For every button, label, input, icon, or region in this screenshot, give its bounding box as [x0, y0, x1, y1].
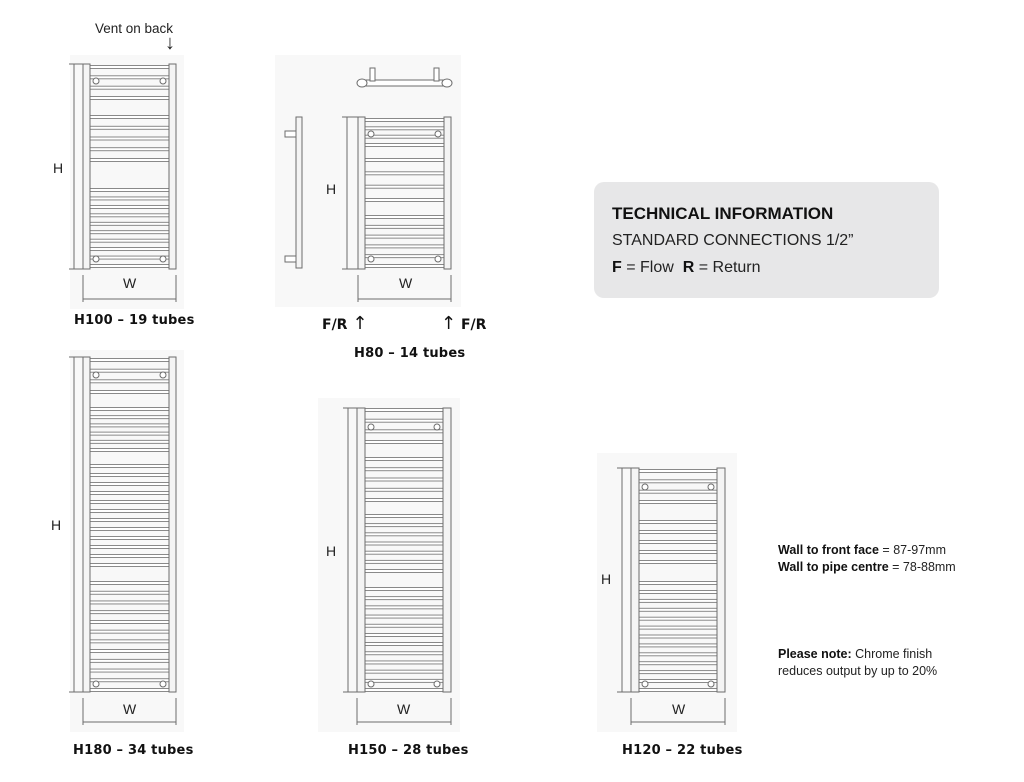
h120-tube	[639, 635, 717, 638]
h100-caption: H100 – 19 tubes	[74, 313, 195, 328]
h120-bracket	[708, 681, 714, 687]
h100-right-rail	[169, 64, 176, 269]
h180-tube	[90, 689, 169, 692]
h180-tube	[90, 611, 169, 614]
h120-tube	[639, 531, 717, 534]
h180-caption: H180 – 34 tubes	[73, 743, 194, 758]
h180-right-rail	[169, 357, 176, 692]
h150-tube	[365, 679, 443, 682]
h80-tube	[365, 255, 444, 258]
h150-tube	[365, 409, 443, 412]
h180-tube	[90, 474, 169, 477]
h120-tube	[639, 671, 717, 674]
h180-tube	[90, 591, 169, 594]
h150-tube	[365, 458, 443, 461]
h180-bracket	[93, 681, 99, 687]
h100-tube	[90, 265, 169, 268]
h100-tube	[90, 214, 169, 217]
h100-width-label: W	[123, 275, 137, 291]
h150-tube	[365, 419, 443, 422]
h180-tube	[90, 465, 169, 468]
wall-to-pipe-centre-note	[778, 559, 956, 576]
h80-tube	[365, 119, 444, 122]
h120-tube	[639, 551, 717, 554]
h80-side-view-rail	[296, 117, 302, 268]
h100-tube	[90, 239, 169, 242]
please-note-label: Please note:	[778, 647, 852, 661]
flow-key: F	[612, 259, 622, 276]
h100-tube	[90, 126, 169, 129]
h80-tube	[365, 265, 444, 268]
h120-bracket	[642, 681, 648, 687]
please-note-line2: reduces output by up to 20%	[778, 664, 938, 678]
h100-tube	[90, 222, 169, 225]
h80-connection-right	[441, 313, 486, 334]
h180-tube	[90, 510, 169, 513]
h150-width-label: W	[397, 701, 411, 717]
h80-tube	[365, 159, 444, 162]
h180-tube	[90, 650, 169, 653]
h150-tube	[365, 624, 443, 627]
h150-tube	[365, 478, 443, 481]
h120-tube	[639, 680, 717, 683]
h100-tube	[90, 231, 169, 234]
h120-tube	[639, 490, 717, 493]
h180-tube	[90, 564, 169, 567]
h150-tube	[365, 515, 443, 518]
h150-tube	[365, 488, 443, 491]
h180-tube	[90, 620, 169, 623]
h180-tube	[90, 582, 169, 585]
h180-tube	[90, 669, 169, 672]
h120-tube	[639, 521, 717, 524]
h80-left-rail	[358, 117, 365, 269]
flow-return-key	[612, 259, 761, 277]
h100-tube	[90, 76, 169, 79]
h100-tube	[90, 97, 169, 100]
flow-return-label-left: F/R	[322, 317, 348, 333]
h120-left-rail	[631, 468, 639, 692]
h150-tube	[365, 533, 443, 536]
h180-tube	[90, 630, 169, 633]
h80-tube	[365, 127, 444, 130]
h120-height-label: H	[601, 571, 612, 587]
h80-tube	[365, 199, 444, 202]
h100-height-label: H	[53, 160, 64, 176]
h180-height-label: H	[51, 517, 62, 533]
h150-tube	[365, 670, 443, 673]
h80-tube	[365, 216, 444, 219]
h180-tube	[90, 432, 169, 435]
h80-tube	[365, 225, 444, 228]
h120-tube	[639, 501, 717, 504]
h180-tube	[90, 492, 169, 495]
h180-tube	[90, 537, 169, 540]
h180-tube	[90, 659, 169, 662]
h100-tube	[90, 86, 169, 89]
return-label: = Return	[698, 259, 761, 276]
h180-tube	[90, 519, 169, 522]
h150-tube	[365, 551, 443, 554]
h120-tube	[639, 470, 717, 473]
wall-front-label: Wall to front face	[778, 543, 879, 557]
h180-tube	[90, 449, 169, 452]
h80-top-view-end	[357, 79, 367, 87]
h180-tube	[90, 679, 169, 682]
h180-tube	[90, 369, 169, 372]
wall-front-value: = 87-97mm	[882, 543, 946, 557]
h150-tube	[365, 661, 443, 664]
h100-tube	[90, 159, 169, 162]
h100-tube	[90, 189, 169, 192]
h150-bracket	[434, 424, 440, 430]
up-arrow-icon: ↑	[352, 313, 368, 334]
h100-tube	[90, 197, 169, 200]
h180-tube	[90, 546, 169, 549]
h100-tube	[90, 66, 169, 69]
standard-connections-text: STANDARD CONNECTIONS 1/2”	[612, 232, 854, 249]
h150-bracket	[434, 681, 440, 687]
h150-tube	[365, 633, 443, 636]
h120-tube	[639, 644, 717, 647]
h100-tube	[90, 256, 169, 259]
h120-tube	[639, 617, 717, 620]
up-arrow-icon: ↑	[441, 313, 457, 334]
h120-tube	[639, 653, 717, 656]
h100-bracket	[160, 78, 166, 84]
h150-tube	[365, 652, 443, 655]
h100-tube	[90, 248, 169, 251]
h80-top-view-bracket	[434, 68, 439, 81]
h120-width-label: W	[672, 701, 686, 717]
h100-bracket	[160, 256, 166, 262]
h80-tube	[365, 245, 444, 248]
h180-tube	[90, 424, 169, 427]
h180-tube	[90, 380, 169, 383]
h80-tube	[365, 172, 444, 175]
h120-tube	[639, 626, 717, 629]
h150-tube	[365, 689, 443, 692]
h120-right-rail	[717, 468, 725, 692]
return-key: R	[682, 259, 695, 276]
h180-left-rail	[83, 357, 90, 692]
h80-height-label: H	[326, 181, 337, 197]
h120-bracket	[708, 484, 714, 490]
h180-tube	[90, 416, 169, 419]
h100-left-rail	[83, 64, 90, 269]
flow-label: = Flow	[626, 259, 674, 276]
flow-return-label-right: F/R	[460, 317, 487, 333]
h80-bracket	[435, 131, 441, 137]
h180-tube	[90, 483, 169, 486]
h120-tube	[639, 662, 717, 665]
h150-tube	[365, 524, 443, 527]
h180-tube	[90, 359, 169, 362]
h100-tube	[90, 205, 169, 208]
wall-pipe-label: Wall to pipe centre	[778, 560, 889, 574]
h80-tube	[365, 144, 444, 147]
h120-tube	[639, 480, 717, 483]
h80-connection-left	[322, 313, 367, 334]
h180-tube	[90, 501, 169, 504]
h120-caption: H120 – 22 tubes	[622, 743, 743, 758]
h120-tube	[639, 582, 717, 585]
h150-tube	[365, 643, 443, 646]
h150-tube	[365, 570, 443, 573]
technical-information-panel	[594, 182, 939, 298]
h150-tube	[365, 441, 443, 444]
h180-bracket	[93, 372, 99, 378]
technical-information-title: TECHNICAL INFORMATION	[612, 204, 834, 223]
h80-tube	[365, 135, 444, 138]
vent-on-back-label: Vent on back	[95, 21, 174, 36]
h80-bracket	[368, 131, 374, 137]
h180-tube	[90, 640, 169, 643]
h150-tube	[365, 588, 443, 591]
h80-caption: H80 – 14 tubes	[354, 346, 466, 361]
h180-tube	[90, 391, 169, 394]
please-note-line1: Chrome finish	[855, 647, 933, 661]
h150-tube	[365, 615, 443, 618]
wall-to-front-face-note	[778, 542, 946, 559]
h80-side-view-bracket	[285, 256, 296, 262]
h120-bracket	[642, 484, 648, 490]
h150-bracket	[368, 424, 374, 430]
h100-bracket	[93, 256, 99, 262]
h120-tube	[639, 689, 717, 692]
h120-tube	[639, 599, 717, 602]
h100-tube	[90, 148, 169, 151]
h150-bracket	[368, 681, 374, 687]
h150-left-rail	[357, 408, 365, 692]
h120-tube	[639, 590, 717, 593]
h120-tube	[639, 561, 717, 564]
h150-right-rail	[443, 408, 451, 692]
h80-panel	[275, 55, 461, 307]
h180-tube	[90, 555, 169, 558]
h150-caption: H150 – 28 tubes	[348, 743, 469, 758]
h150-tube	[365, 606, 443, 609]
h150-tube	[365, 560, 443, 563]
down-arrow-icon: ↓	[165, 32, 175, 54]
h100-tube	[90, 116, 169, 119]
h120-tube	[639, 608, 717, 611]
h80-right-rail	[444, 117, 451, 269]
h80-tube	[365, 185, 444, 188]
h180-tube	[90, 528, 169, 531]
wall-pipe-value: = 78-88mm	[892, 560, 956, 574]
h180-tube	[90, 601, 169, 604]
h180-tube	[90, 440, 169, 443]
h180-bracket	[160, 372, 166, 378]
h150-tube	[365, 430, 443, 433]
h150-tube	[365, 499, 443, 502]
h80-width-label: W	[399, 275, 413, 291]
h80-top-view-bracket	[370, 68, 375, 81]
h120-tube	[639, 541, 717, 544]
h100-bracket	[93, 78, 99, 84]
h150-tube	[365, 597, 443, 600]
h150-height-label: H	[326, 543, 337, 559]
h150-tube	[365, 468, 443, 471]
h80-bracket	[435, 256, 441, 262]
h180-bracket	[160, 681, 166, 687]
h80-side-view-bracket	[285, 131, 296, 137]
h180-width-label: W	[123, 701, 137, 717]
h100-tube	[90, 137, 169, 140]
h150-tube	[365, 542, 443, 545]
chrome-finish-note	[778, 646, 937, 680]
h80-bracket	[368, 256, 374, 262]
h180-tube	[90, 408, 169, 411]
h80-top-view-end	[442, 79, 452, 87]
h80-tube	[365, 235, 444, 238]
